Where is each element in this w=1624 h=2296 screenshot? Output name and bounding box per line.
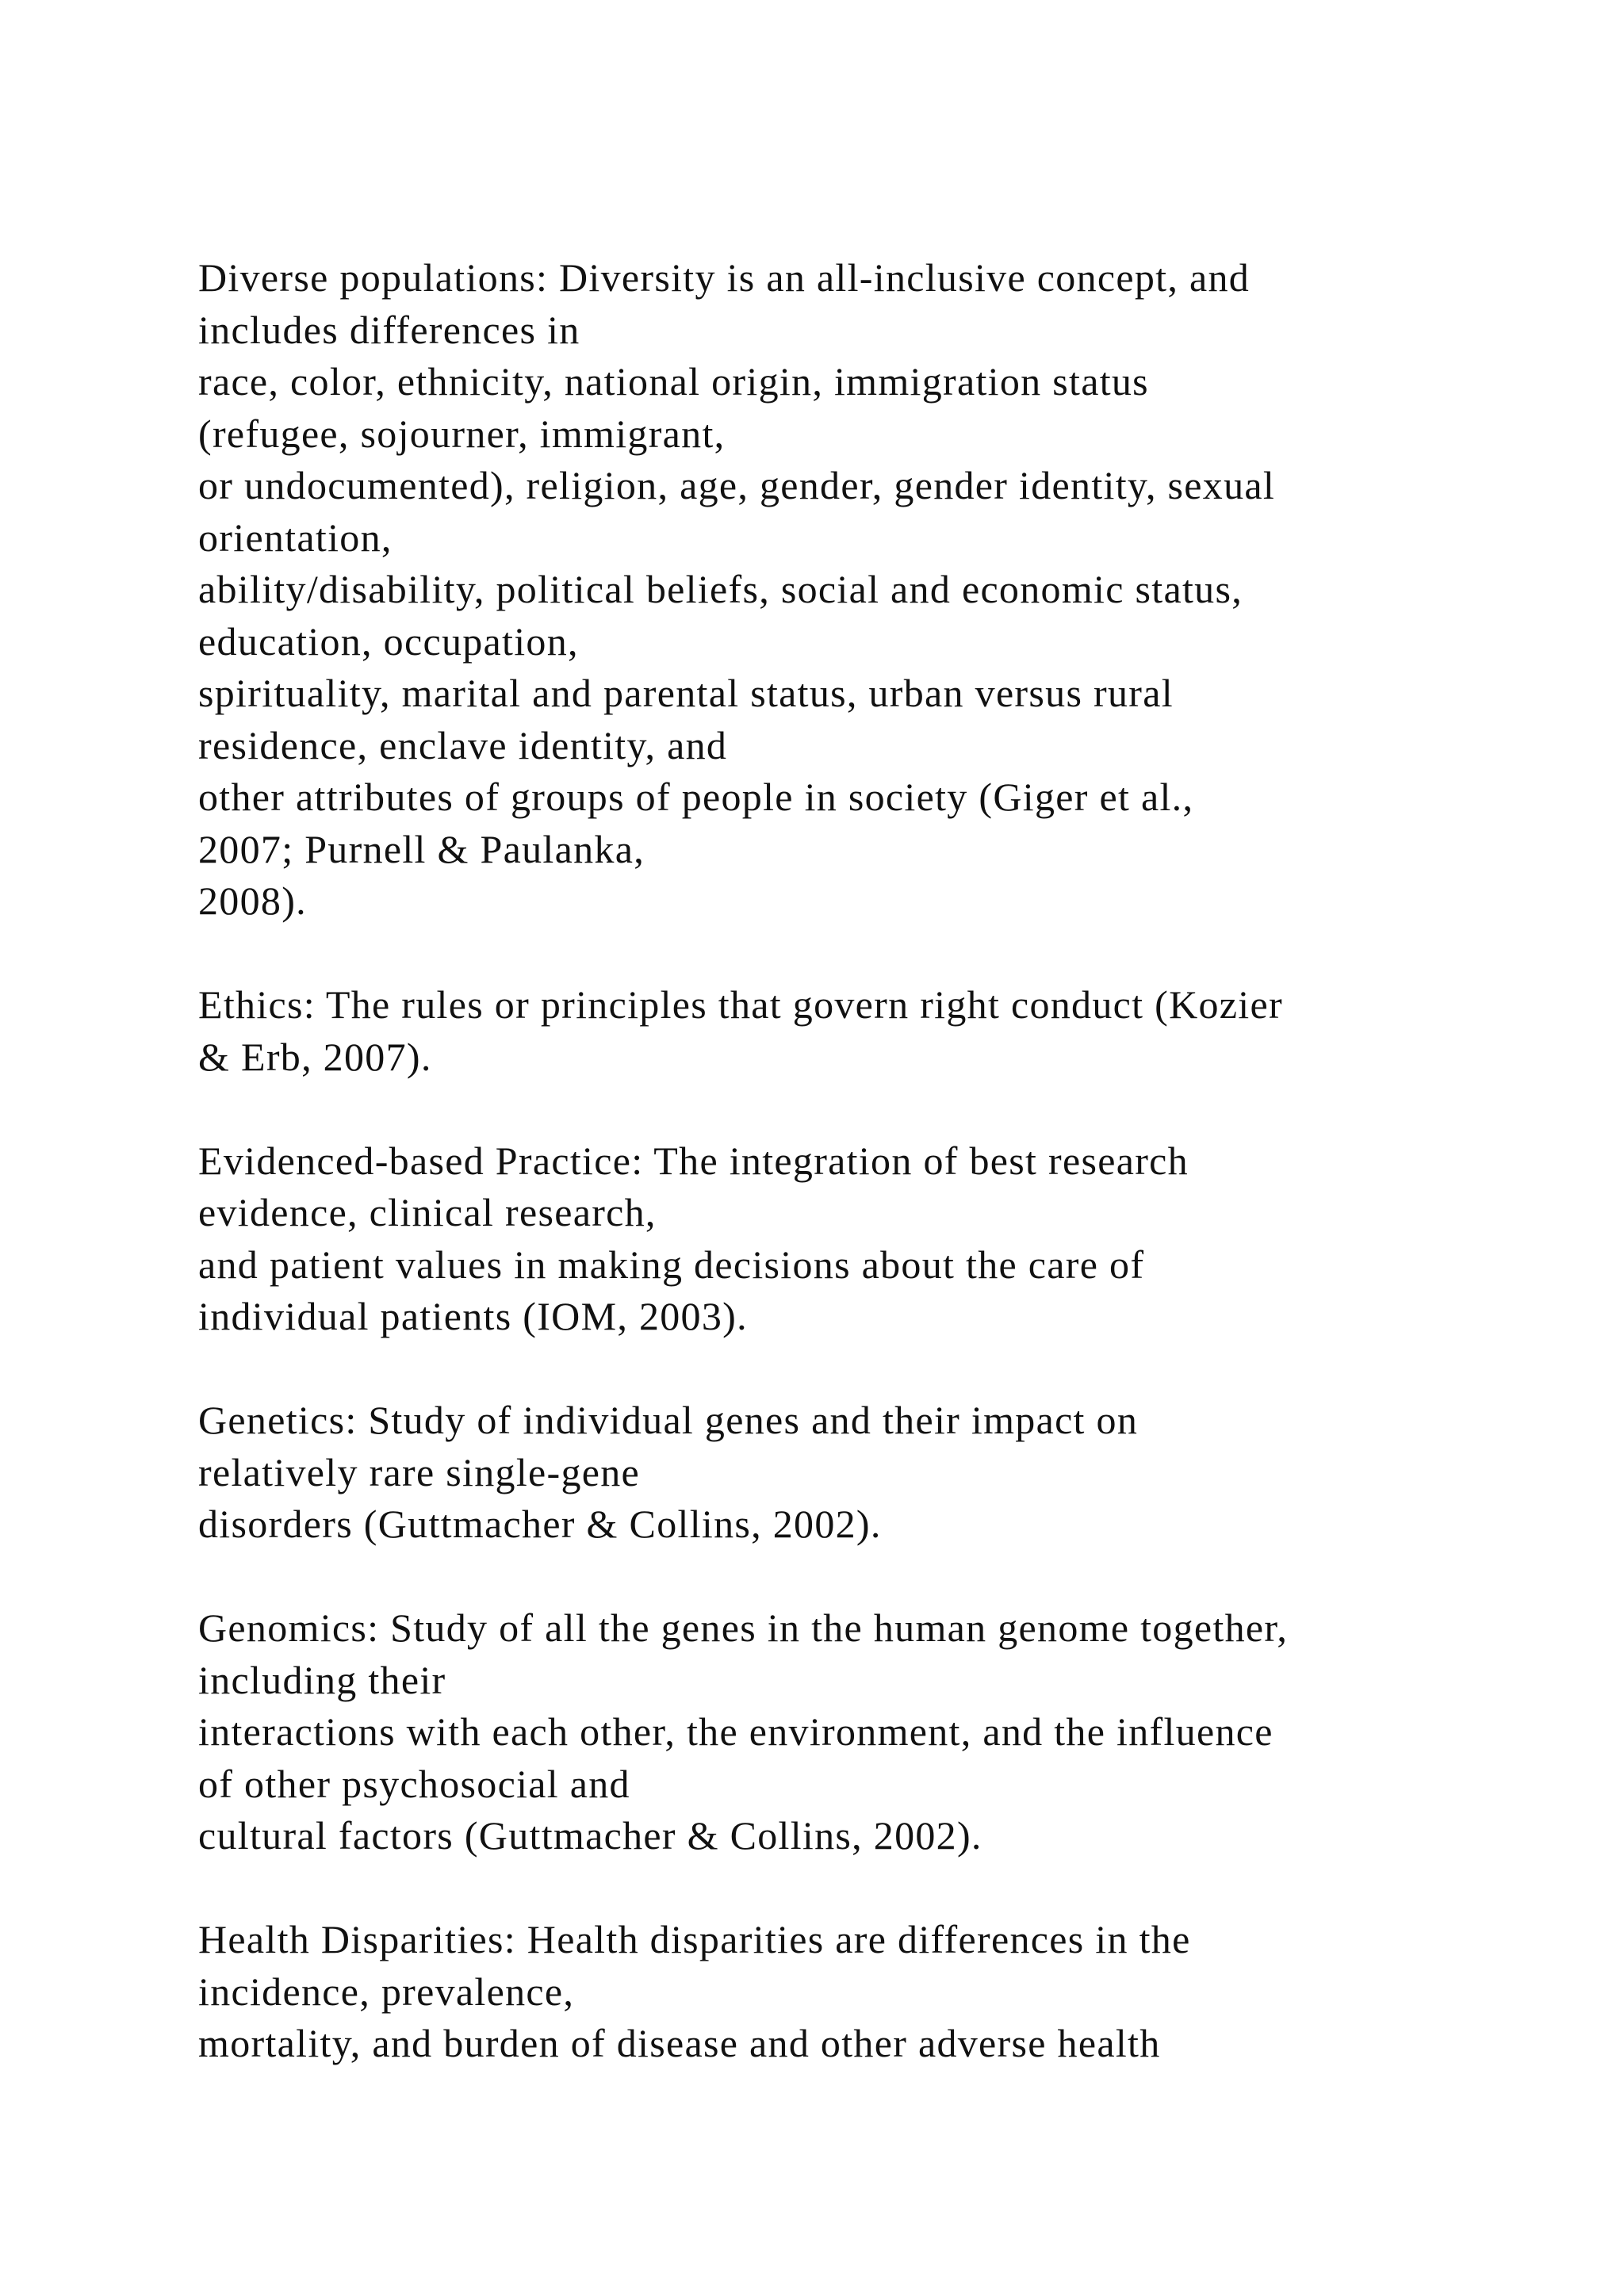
text-line: residence, enclave identity, and	[198, 722, 728, 767]
text-line: of other psychosocial and	[198, 1761, 630, 1806]
text-line: Genetics: Study of individual genes and their impact on	[198, 1398, 1139, 1442]
text-line: relatively rare single-gene	[198, 1449, 641, 1494]
text-line: interactions with each other, the environment, and the influence	[198, 1709, 1274, 1754]
text-line: evidence, clinical research,	[198, 1190, 657, 1234]
text-line: (refugee, sojourner, immigrant,	[198, 411, 726, 456]
text-line: cultural factors (Guttmacher & Collins, 2002).	[198, 1813, 982, 1858]
text-line: 2008).	[198, 878, 307, 923]
text-line: other attributes of groups of people in society (Giger et al.,	[198, 775, 1194, 819]
entry-genomics	[198, 1602, 1546, 1862]
text-line: disorders (Guttmacher & Collins, 2002).	[198, 1502, 882, 1546]
paragraph-gap	[198, 1551, 1546, 1603]
text-line: includes differences in	[198, 307, 580, 352]
text-line: Health Disparities: Health disparities are differences in the	[198, 1917, 1191, 1961]
text-line: mortality, and burden of disease and other adverse health	[198, 2021, 1161, 2065]
document-body	[198, 252, 1546, 2070]
text-line: individual patients (IOM, 2003).	[198, 1294, 748, 1338]
entry-health-disparities	[198, 1914, 1546, 2070]
text-line: ability/disability, political beliefs, social and economic status,	[198, 567, 1243, 611]
text-line: Diverse populations: Diversity is an all-inclusive concept, and	[198, 255, 1251, 300]
text-line: incidence, prevalence,	[198, 1969, 575, 2014]
text-line: spirituality, marital and parental status, urban versus rural	[198, 671, 1174, 715]
text-line: 2007; Purnell & Paulanka,	[198, 826, 645, 871]
paragraph-gap	[198, 1343, 1546, 1395]
text-line: race, color, ethnicity, national origin, immigration status	[198, 359, 1149, 404]
entry-genetics	[198, 1395, 1546, 1551]
entry-diverse-populations	[198, 252, 1546, 928]
paragraph-gap	[198, 928, 1546, 980]
text-line: Ethics: The rules or principles that govern right conduct (Kozier	[198, 982, 1283, 1027]
paragraph-gap	[198, 1083, 1546, 1135]
text-line: Genomics: Study of all the genes in the human genome together,	[198, 1605, 1289, 1650]
text-line: or undocumented), religion, age, gender, gender identity, sexual	[198, 463, 1276, 507]
text-line: education, occupation,	[198, 618, 579, 664]
entry-ethics	[198, 979, 1546, 1083]
paragraph-gap	[198, 1862, 1546, 1915]
text-line: and patient values in making decisions about the care of	[198, 1242, 1145, 1287]
text-line: orientation,	[198, 515, 393, 560]
text-line: including their	[198, 1657, 446, 1702]
text-line: & Erb, 2007).	[198, 1034, 432, 1079]
entry-evidenced-based-practice	[198, 1135, 1546, 1343]
text-line: Evidenced-based Practice: The integration of best research	[198, 1138, 1189, 1183]
